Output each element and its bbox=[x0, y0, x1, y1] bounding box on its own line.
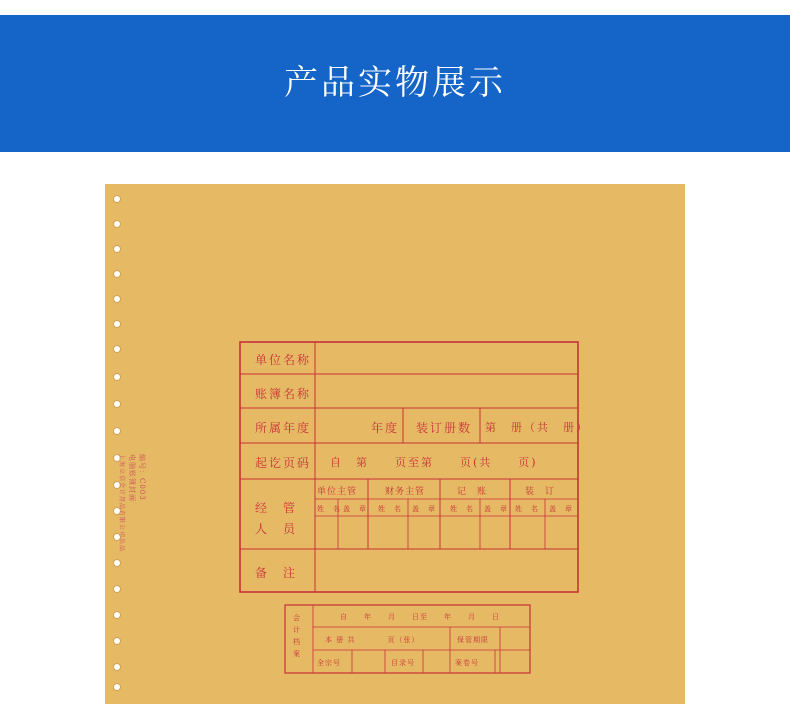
catalog-no-label: 目录号 bbox=[391, 659, 415, 667]
sub-name: 姓 名 bbox=[450, 505, 474, 513]
remarks-label: 备 注 bbox=[255, 566, 298, 580]
page-range-value: 自 第 页至第 页(共 页) bbox=[330, 456, 538, 469]
spine-code: 编号：C003 bbox=[138, 454, 146, 501]
unit-name-label: 单位名称 bbox=[255, 353, 312, 367]
col-finance: 财务主管 bbox=[385, 487, 426, 497]
sub-seal: 盖 章 bbox=[549, 505, 573, 513]
volumes-label: 第 册（共 册） bbox=[485, 421, 589, 434]
page-title: 产品实物展示 bbox=[284, 63, 506, 103]
file-no-label: 案卷号 bbox=[455, 659, 479, 667]
sub-seal: 盖 章 bbox=[343, 505, 367, 513]
col-bookkeeping: 记 账 bbox=[457, 487, 488, 497]
binding-count-label: 装订册数 bbox=[416, 421, 473, 435]
sub-name: 姓 名 bbox=[515, 505, 539, 513]
col-supervisor: 单位主管 bbox=[317, 487, 358, 497]
staff-label-2: 人 员 bbox=[255, 522, 298, 536]
ledger-name-label: 账簿名称 bbox=[255, 387, 312, 401]
spine-maker: 上海立信会计用品有限公司出品 bbox=[118, 454, 125, 553]
archive-label: 会计档案 bbox=[293, 614, 301, 658]
page-range-label: 起讫页码 bbox=[255, 456, 312, 470]
sub-name: 姓 名 bbox=[317, 505, 341, 513]
archive-date-row: 自 年 月 日至 年 月 日 bbox=[340, 613, 500, 621]
staff-label-1: 经 管 bbox=[255, 501, 298, 515]
archive-book-row: 本 册 共 页（张） bbox=[325, 636, 420, 644]
product-photo bbox=[105, 184, 685, 704]
spine-product: 电脑账簿封面 bbox=[128, 454, 136, 502]
retention-label: 保管期限 bbox=[457, 636, 489, 644]
sub-seal: 盖 章 bbox=[484, 505, 508, 513]
fonds-no-label: 全宗号 bbox=[317, 659, 341, 667]
form-grid bbox=[105, 184, 685, 704]
year-label: 所属年度 bbox=[255, 421, 312, 435]
sub-seal: 盖 章 bbox=[412, 505, 436, 513]
spine-print bbox=[87, 454, 147, 554]
header-banner bbox=[0, 15, 790, 152]
year-suffix: 年度 bbox=[371, 421, 400, 435]
col-binding: 装 订 bbox=[525, 487, 556, 497]
sub-name: 姓 名 bbox=[378, 505, 402, 513]
